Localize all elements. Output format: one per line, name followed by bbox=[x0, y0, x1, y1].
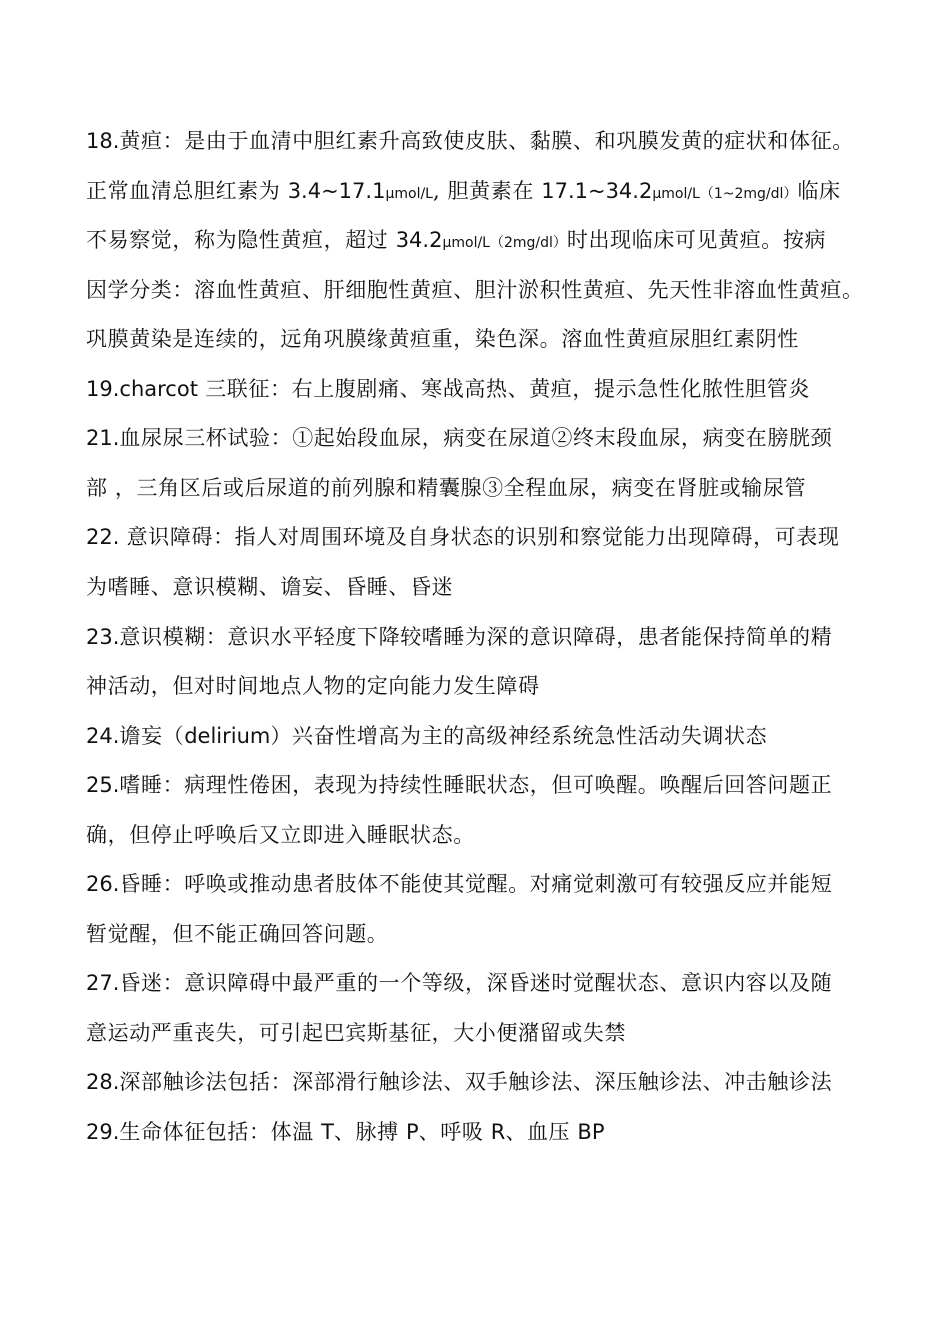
line-text: 意识障碍：指人对周围环境及自身状态的识别和察觉能力出现障碍，可表现 bbox=[119, 525, 840, 549]
line-number-text: 27. bbox=[86, 971, 120, 995]
line-number-text: 25. bbox=[86, 773, 120, 797]
line-text: 血尿尿三杯试验：①起始段血尿，病变在尿道②终末段血尿，病变在膀胱颈 bbox=[119, 426, 833, 450]
line-text: 临床 bbox=[797, 179, 841, 203]
unit-text: μmol/L（2mg/dl） bbox=[442, 235, 567, 251]
line-number-text: delirium bbox=[184, 724, 271, 748]
line-text: , 胆黄素在 bbox=[432, 179, 542, 203]
line-number-text: 18. bbox=[86, 129, 120, 153]
text-line bbox=[86, 822, 876, 848]
text-line bbox=[86, 772, 876, 798]
line-number-text: P bbox=[406, 1120, 419, 1144]
text-line bbox=[86, 921, 876, 947]
text-line bbox=[86, 326, 876, 352]
line-number-text: 23. bbox=[86, 625, 120, 649]
line-number-text: 24. bbox=[86, 724, 120, 748]
line-number-text: 29. bbox=[86, 1120, 120, 1144]
line-number-text: BP bbox=[577, 1120, 605, 1144]
line-number-text: 3.4~17.1 bbox=[287, 179, 386, 203]
line-text: 时出现临床可见黄疸。按病 bbox=[566, 228, 827, 252]
line-number-text: 17.1~34.2 bbox=[541, 179, 653, 203]
text-line bbox=[86, 970, 876, 996]
line-number-text: R bbox=[490, 1120, 506, 1144]
text-line bbox=[86, 871, 876, 897]
line-text: 暂觉醒，但不能正确回答问题。 bbox=[86, 922, 389, 946]
line-number-text: 28. bbox=[86, 1070, 120, 1094]
line-text: 意运动严重丧失，可引起巴宾斯基征，大小便潴留或失禁 bbox=[86, 1021, 626, 1045]
line-number-text: 26. bbox=[86, 872, 120, 896]
line-text: 、呼吸 bbox=[418, 1120, 491, 1144]
text-line bbox=[86, 376, 876, 402]
text-line bbox=[86, 1020, 876, 1046]
text-line bbox=[86, 524, 876, 550]
line-text: 确，但停止呼唤后又立即进入睡眠状态。 bbox=[86, 823, 475, 847]
text-line bbox=[86, 723, 876, 749]
text-line bbox=[86, 574, 876, 600]
line-text: 正常血清总胆红素为 bbox=[86, 179, 288, 203]
line-text: 因学分类：溶血性黄疸、肝细胞性黄疸、胆汁淤积性黄疸、先天性非溶血性黄疸。 bbox=[86, 278, 864, 302]
line-text: 昏迷：意识障碍中最严重的一个等级，深昏迷时觉醒状态、意识内容以及随 bbox=[119, 971, 833, 995]
line-text: 巩膜黄染是连续的，远角巩膜缘黄疸重，染色深。溶血性黄疸尿胆红素阴性 bbox=[86, 327, 799, 351]
text-line bbox=[86, 227, 876, 256]
text-line bbox=[86, 475, 876, 501]
line-text: 生命体征包括：体温 bbox=[119, 1120, 322, 1144]
line-text: ）兴奋性增高为主的高级神经系统急性活动失调状态 bbox=[270, 724, 768, 748]
line-number-text: 22. bbox=[86, 525, 120, 549]
text-line bbox=[86, 277, 876, 303]
line-text: 昏睡：呼唤或推动患者肢体不能使其觉醒。对痛觉刺激可有较强反应并能短 bbox=[119, 872, 833, 896]
line-text: 神活动，但对时间地点人物的定向能力发生障碍 bbox=[86, 674, 540, 698]
line-number-text: 19.charcot bbox=[86, 377, 198, 401]
line-text: 、脉搏 bbox=[333, 1120, 406, 1144]
line-text: 为嗜睡、意识模糊、谵妄、昏睡、昏迷 bbox=[86, 575, 454, 599]
text-line bbox=[86, 178, 876, 207]
line-number-text: 34.2 bbox=[395, 228, 443, 252]
text-line bbox=[86, 624, 876, 650]
line-number-text: 21. bbox=[86, 426, 120, 450]
line-text: 谵妄（ bbox=[119, 724, 185, 748]
line-number-text: T bbox=[321, 1120, 334, 1144]
line-text: 深部触诊法包括：深部滑行触诊法、双手触诊法、深压触诊法、冲击触诊法 bbox=[119, 1070, 833, 1094]
line-text: 、血压 bbox=[505, 1120, 578, 1144]
text-line bbox=[86, 1119, 876, 1145]
line-text: 部 ，三角区后或后尿道的前列腺和精囊腺③全程血尿，病变在肾脏或输尿管 bbox=[86, 476, 807, 500]
text-line bbox=[86, 128, 876, 154]
line-text: 嗜睡：病理性倦困，表现为持续性睡眠状态，但可唤醒。唤醒后回答问题正 bbox=[119, 773, 833, 797]
line-text: 不易察觉，称为隐性黄疸，超过 bbox=[86, 228, 396, 252]
text-line bbox=[86, 425, 876, 451]
unit-text: μmol/L bbox=[385, 186, 433, 202]
line-text: 意识模糊：意识水平轻度下降较嗜睡为深的意识障碍，患者能保持简单的精 bbox=[119, 625, 833, 649]
text-line bbox=[86, 673, 876, 699]
unit-text: μmol/L（1~2mg/dl） bbox=[652, 186, 798, 202]
line-text: 黄疸：是由于血清中胆红素升高致使皮肤、黏膜、和巩膜发黄的症状和体征。 bbox=[119, 129, 854, 153]
line-text: 三联征：右上腹剧痛、寒战高热、黄疸，提示急性化脓性胆管炎 bbox=[197, 377, 810, 401]
text-line bbox=[86, 1069, 876, 1095]
